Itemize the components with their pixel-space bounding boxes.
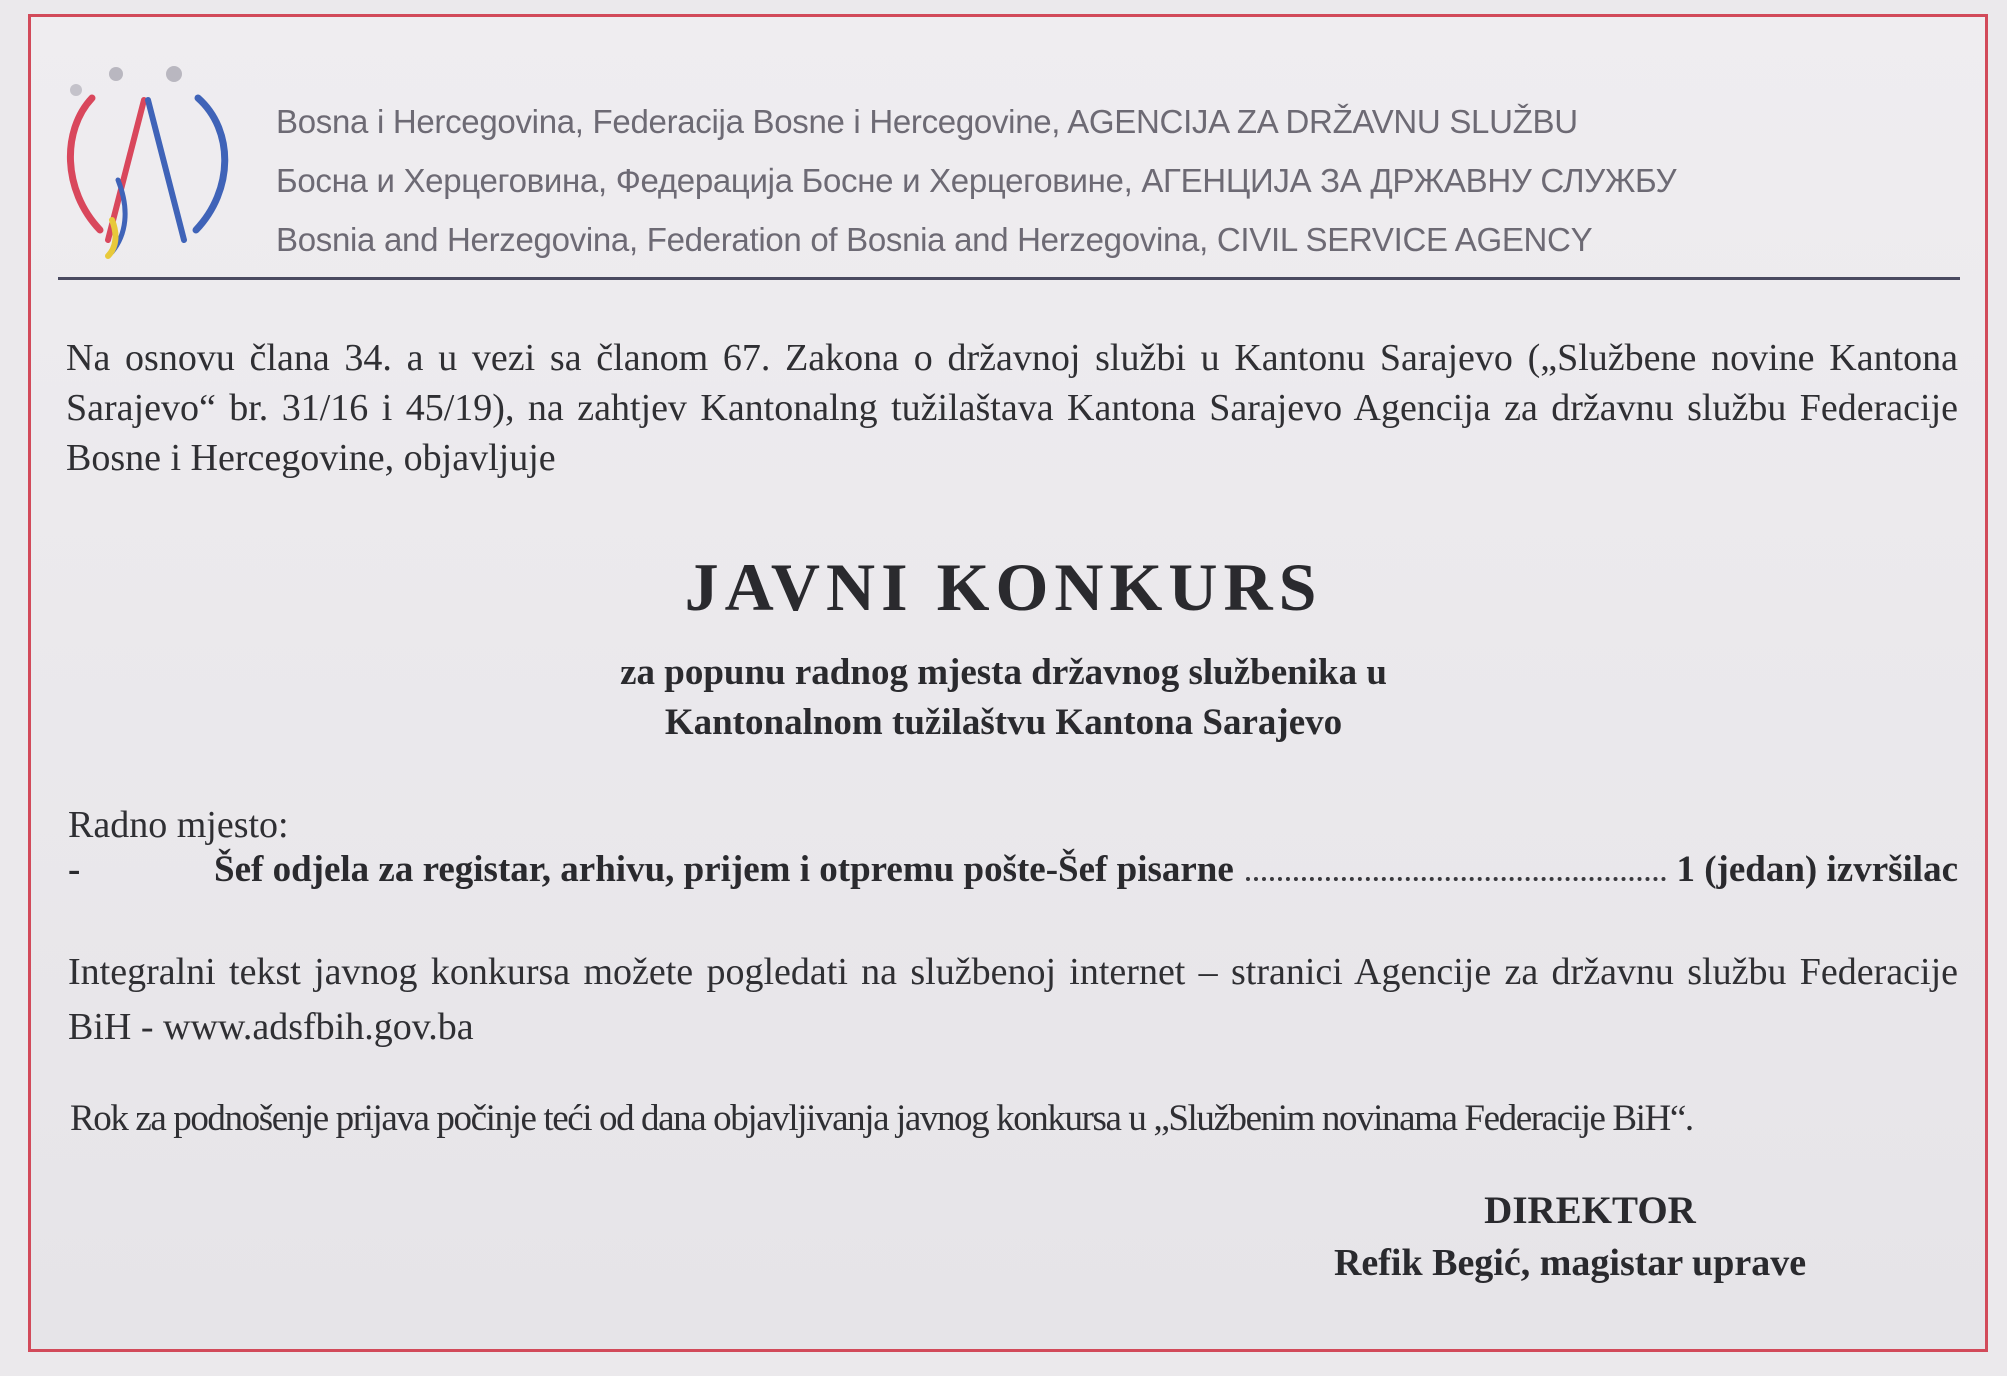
notice-title: JAVNI KONKURS [684, 549, 1323, 625]
dot-leader [1246, 877, 1667, 881]
agency-header [276, 92, 1676, 269]
agency-line-cyrillic: Босна и Херцеговина, Федерација Босне и Херцеговине, АГЕНЦИЈА ЗА ДРЖАВНУ СЛУЖБУ [276, 162, 1677, 199]
position-label: Radno mjesto: [68, 804, 289, 846]
agency-line-bosnian: Bosna i Hercegovina, Federacija Bosne i Hercegovine, AGENCIJA ZA DRŽAVNU SLUŽBU [276, 103, 1578, 140]
position-row [68, 848, 1958, 898]
header-divider [58, 277, 1960, 280]
signature-block [1220, 1188, 1920, 1285]
position-bullet: - [68, 849, 81, 890]
agency-line-english: Bosnia and Herzegovina, Federation of Bosnia and Herzegovina, CIVIL SERVICE AGENCY [276, 221, 1593, 258]
position-name: Šef odjela za registar, arhivu, prijem i otpremu pošte-Šef pisarne [214, 849, 1234, 890]
notice-subtitle [0, 648, 2007, 748]
subtitle-line-1: za popunu radnog mjesta državnog službenika u [620, 652, 1387, 693]
deadline-paragraph: Rok za podnošenje prijava počinje teći od dana objavljivanja javnog konkursa u „Službenim novinama Federacije BiH“. [70, 1098, 1693, 1139]
agency-logo-icon [56, 60, 240, 260]
position-count: 1 (jedan) izvršilac [1676, 849, 1958, 890]
subtitle-line-2: Kantonalnom tužilaštvu Kantona Sarajevo [664, 702, 1343, 743]
intro-paragraph: Na osnovu člana 34. a u vezi sa članom 67. Zakona o državnoj službi u Kantonu Sarajevo („Službene novine Kantona Sarajevo“ br. 31/16 i 45/19), na zahtjev Kantonalng tužilaštava Kantona Sarajevo Agencija za državnu službu Federacije Bosne i Hercegovine, objavljuje [66, 337, 1958, 479]
signature-title: DIREKTOR [1484, 1189, 1696, 1232]
integral-text-paragraph: Integralni tekst javnog konkursa možete pogledati na službenoj internet – stranici Agencije za državnu službu Federacije BiH - www.adsfbih.gov.ba [68, 951, 1958, 1048]
signature-name: Refik Begić, magistar uprave [1333, 1242, 1807, 1284]
